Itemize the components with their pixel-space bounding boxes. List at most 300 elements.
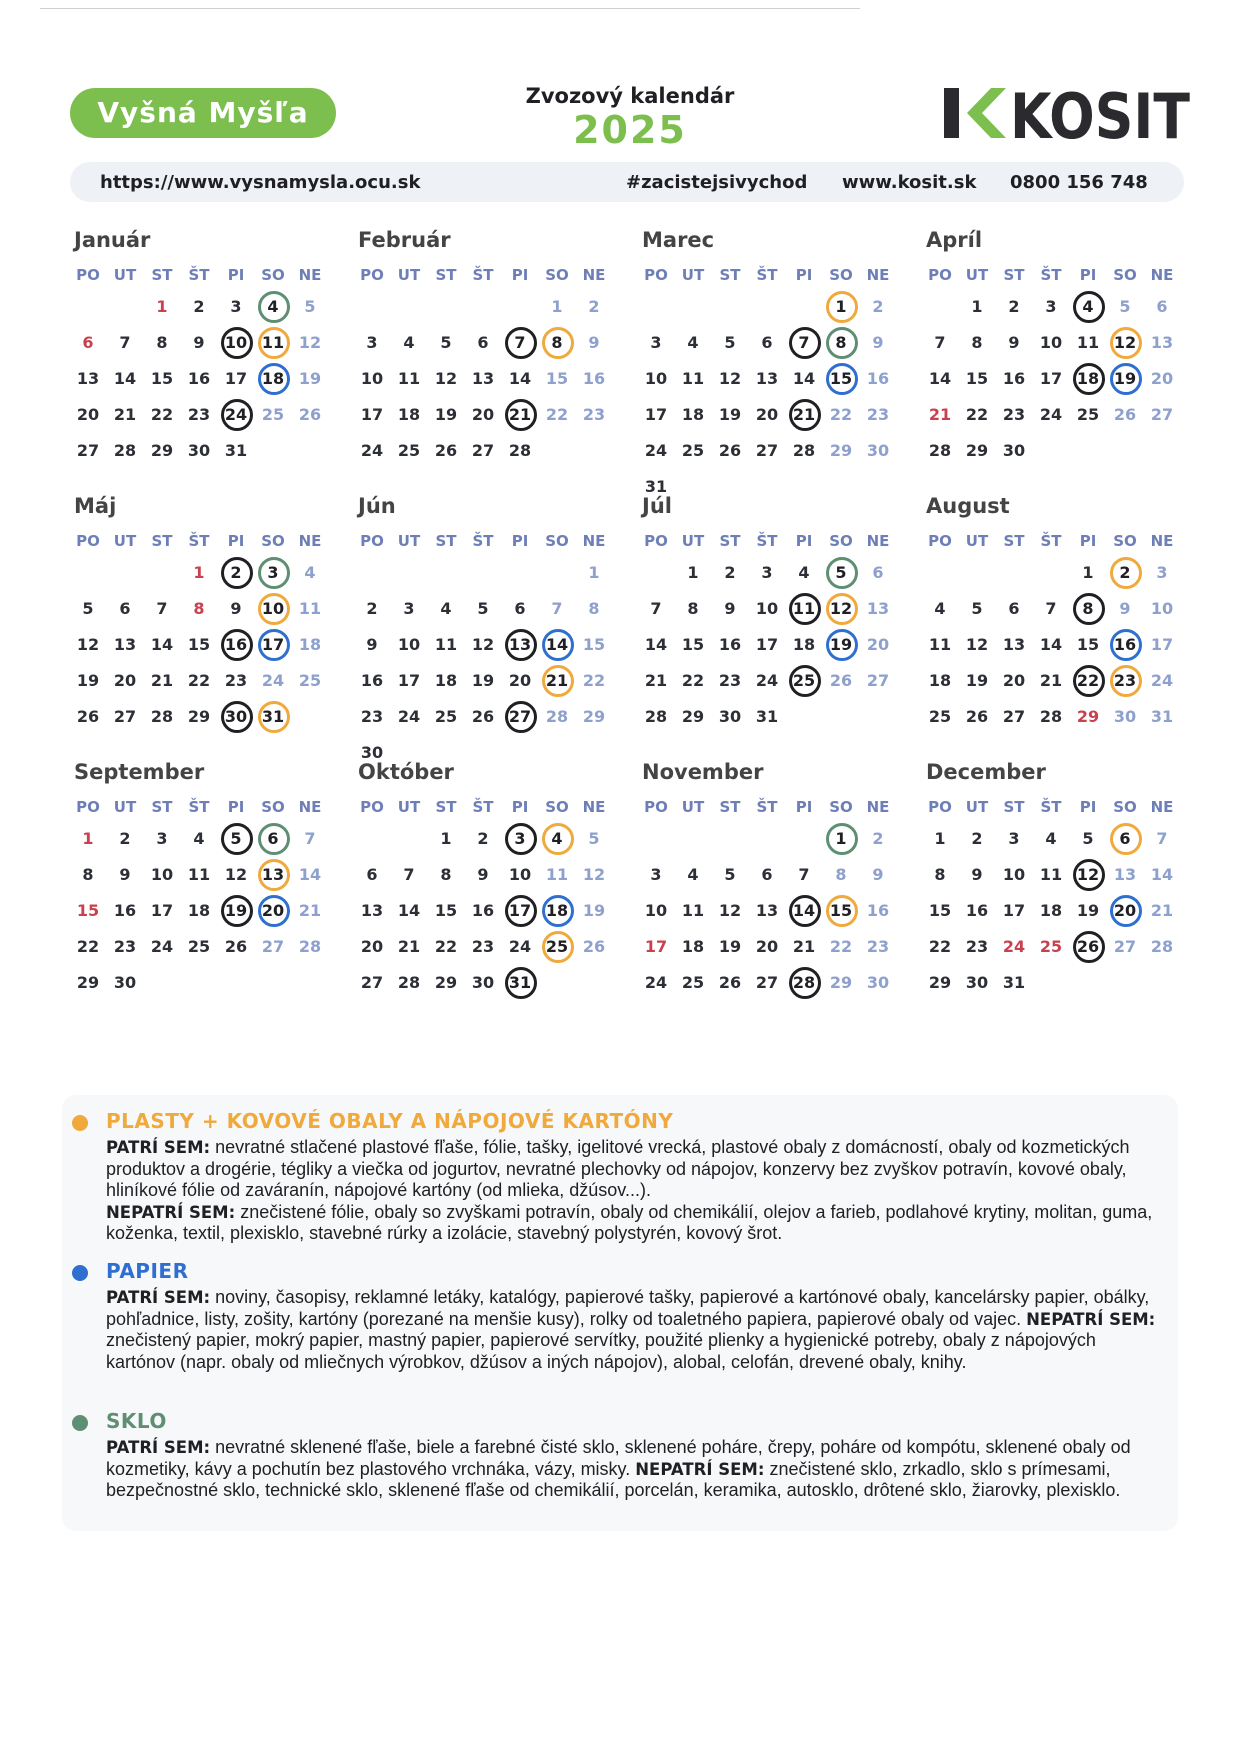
day-cell	[576, 558, 612, 588]
day-cell	[70, 702, 106, 732]
weekday-header: PO	[76, 266, 100, 284]
weekday-header: NE	[298, 798, 322, 816]
day-number: 31	[1002, 973, 1026, 992]
day-cell	[1070, 594, 1106, 624]
day-number: 5	[1082, 829, 1094, 848]
day-number: 6	[1008, 599, 1020, 618]
day-number: 28	[792, 441, 816, 460]
weekday-header: ŠT	[756, 266, 778, 284]
day-cell	[1107, 860, 1143, 890]
day-number: 9	[724, 599, 736, 618]
day-cell	[823, 364, 859, 394]
day-number: 29	[76, 973, 100, 992]
day-cell	[749, 594, 785, 624]
day-cell	[1033, 292, 1069, 322]
day-cell	[1107, 932, 1143, 962]
day-cell	[675, 558, 711, 588]
weekday-header: PO	[928, 266, 952, 284]
day-number: 27	[1002, 707, 1026, 726]
day-number: 16	[582, 369, 606, 388]
day-cell	[70, 932, 106, 962]
village-url-link[interactable]: https://www.vysnamysla.ocu.sk	[100, 172, 421, 193]
day-cell	[638, 364, 674, 394]
day-cell	[786, 860, 822, 890]
day-number: 23	[866, 937, 890, 956]
day-number: 12	[582, 865, 606, 884]
day-number: 18	[397, 405, 421, 424]
day-number: 26	[718, 973, 742, 992]
day-cell	[181, 436, 217, 466]
day-number: 24	[261, 671, 285, 690]
day-number: 28	[397, 973, 421, 992]
day-number: 5	[588, 829, 600, 848]
day-cell	[292, 630, 328, 660]
day-number: 13	[76, 369, 100, 388]
day-number: 6	[477, 333, 489, 352]
day-cell	[823, 400, 859, 430]
day-cell	[922, 860, 958, 890]
day-cell	[675, 436, 711, 466]
day-cell	[860, 968, 896, 998]
day-cell	[218, 558, 254, 588]
weekday-header: ŠT	[472, 532, 494, 550]
weekday-header: ST	[1003, 532, 1025, 550]
day-cell	[144, 932, 180, 962]
day-cell	[465, 896, 501, 926]
month-name: Január	[74, 228, 151, 252]
day-cell	[959, 364, 995, 394]
day-cell	[996, 436, 1032, 466]
plasty-pickup-ring-icon	[258, 701, 290, 733]
day-number: 13	[755, 369, 779, 388]
day-number: 9	[477, 865, 489, 884]
weekday-header: ST	[1003, 266, 1025, 284]
day-number: 30	[1002, 441, 1026, 460]
weekday-header: PI	[1079, 266, 1097, 284]
day-number: 19	[224, 901, 248, 920]
day-cell	[638, 968, 674, 998]
day-cell	[465, 860, 501, 890]
weekday-header: UT	[397, 266, 421, 284]
day-number: 11	[261, 333, 285, 352]
day-number: 12	[829, 599, 853, 618]
weekday-header: ŠT	[472, 798, 494, 816]
day-number: 31	[224, 441, 248, 460]
zmesovy-pickup-ring-icon	[505, 327, 537, 359]
weekday-header: UT	[681, 266, 705, 284]
day-cell	[292, 896, 328, 926]
day-number: 8	[440, 865, 452, 884]
day-number: 4	[551, 829, 563, 848]
weekday-header: ST	[151, 532, 173, 550]
day-number: 23	[1113, 671, 1137, 690]
day-cell	[391, 860, 427, 890]
weekday-header: NE	[582, 532, 606, 550]
weekday-header: PO	[644, 532, 668, 550]
day-number: 25	[187, 937, 211, 956]
day-number: 2	[1008, 297, 1020, 316]
day-number: 29	[928, 973, 952, 992]
day-number: 6	[872, 563, 884, 582]
day-number: 19	[1113, 369, 1137, 388]
day-cell	[107, 436, 143, 466]
day-cell	[860, 558, 896, 588]
day-number: 22	[150, 405, 174, 424]
day-cell	[1107, 364, 1143, 394]
day-number: 28	[792, 973, 816, 992]
day-cell	[1033, 932, 1069, 962]
papier-pickup-ring-icon	[258, 363, 290, 395]
day-number: 10	[1039, 333, 1063, 352]
day-number: 24	[150, 937, 174, 956]
day-cell	[1070, 558, 1106, 588]
weekday-header: ST	[719, 532, 741, 550]
day-cell	[539, 292, 575, 322]
day-number: 19	[434, 405, 458, 424]
day-number: 17	[224, 369, 248, 388]
day-cell	[1144, 824, 1180, 854]
day-number: 10	[150, 865, 174, 884]
day-number: 20	[1002, 671, 1026, 690]
day-cell	[749, 666, 785, 696]
weekday-header: ST	[435, 266, 457, 284]
zmesovy-pickup-ring-icon	[1073, 593, 1105, 625]
day-cell	[391, 968, 427, 998]
day-cell	[428, 968, 464, 998]
day-number: 22	[829, 405, 853, 424]
weekday-header: NE	[298, 532, 322, 550]
weekday-header: SO	[829, 798, 853, 816]
day-number: 16	[1002, 369, 1026, 388]
day-number: 4	[267, 297, 279, 316]
weekday-header: SO	[545, 532, 569, 550]
day-number: 24	[1150, 671, 1174, 690]
day-cell	[959, 932, 995, 962]
day-cell	[218, 666, 254, 696]
day-cell	[675, 860, 711, 890]
day-number: 1	[835, 297, 847, 316]
day-cell	[823, 630, 859, 660]
day-number: 4	[934, 599, 946, 618]
weekday-header: UT	[113, 532, 137, 550]
day-cell	[922, 968, 958, 998]
day-number: 21	[113, 405, 137, 424]
day-number: 6	[366, 865, 378, 884]
day-number: 25	[792, 671, 816, 690]
top-rule	[40, 8, 860, 9]
papier-pickup-ring-icon	[542, 895, 574, 927]
day-cell	[502, 896, 538, 926]
day-number: 21	[792, 937, 816, 956]
day-number: 9	[119, 865, 131, 884]
day-number: 23	[360, 707, 384, 726]
weekday-header: PI	[511, 266, 529, 284]
day-cell	[749, 558, 785, 588]
day-number: 28	[1150, 937, 1174, 956]
day-number: 5	[82, 599, 94, 618]
day-number: 7	[798, 333, 810, 352]
day-cell	[107, 364, 143, 394]
day-cell	[860, 328, 896, 358]
day-cell	[539, 594, 575, 624]
day-number: 10	[261, 599, 285, 618]
day-number: 1	[588, 563, 600, 582]
weekday-header: ŠT	[1040, 532, 1062, 550]
day-cell	[181, 896, 217, 926]
day-number: 8	[193, 599, 205, 618]
day-number: 18	[261, 369, 285, 388]
plasty-pickup-ring-icon	[826, 291, 858, 323]
day-cell	[1107, 666, 1143, 696]
day-number: 15	[681, 635, 705, 654]
day-cell	[255, 702, 291, 732]
day-cell	[70, 364, 106, 394]
zmesovy-pickup-ring-icon	[1073, 859, 1105, 891]
day-number: 19	[298, 369, 322, 388]
day-cell	[576, 292, 612, 322]
day-number: 8	[835, 333, 847, 352]
day-cell	[70, 400, 106, 430]
day-number: 12	[718, 369, 742, 388]
day-number: 19	[718, 937, 742, 956]
day-number: 8	[156, 333, 168, 352]
day-number: 7	[514, 333, 526, 352]
day-number: 25	[1039, 937, 1063, 956]
day-cell	[354, 932, 390, 962]
day-number: 19	[829, 635, 853, 654]
day-number: 20	[1150, 369, 1174, 388]
day-cell	[255, 932, 291, 962]
month-name: December	[926, 760, 1046, 784]
day-cell	[107, 702, 143, 732]
day-cell	[1107, 292, 1143, 322]
day-number: 21	[397, 937, 421, 956]
weekday-header: NE	[1150, 532, 1174, 550]
day-number: 15	[829, 369, 853, 388]
day-number: 20	[113, 671, 137, 690]
day-cell	[391, 932, 427, 962]
day-number: 24	[1002, 937, 1026, 956]
day-number: 26	[224, 937, 248, 956]
day-number: 20	[755, 405, 779, 424]
day-number: 5	[477, 599, 489, 618]
day-cell	[959, 702, 995, 732]
day-number: 13	[471, 369, 495, 388]
company-url-link[interactable]: www.kosit.sk	[842, 172, 977, 193]
day-number: 15	[965, 369, 989, 388]
day-cell	[638, 860, 674, 890]
day-number: 16	[866, 901, 890, 920]
weekday-header: UT	[681, 798, 705, 816]
zmesovy-pickup-ring-icon	[789, 327, 821, 359]
day-cell	[996, 860, 1032, 890]
day-cell	[428, 328, 464, 358]
day-cell	[70, 968, 106, 998]
weekday-header: UT	[681, 532, 705, 550]
day-cell	[675, 968, 711, 998]
day-number: 8	[551, 333, 563, 352]
weekday-header: PO	[360, 798, 384, 816]
day-number: 5	[724, 333, 736, 352]
plasty-dot-icon	[72, 1115, 88, 1131]
day-cell	[218, 328, 254, 358]
day-cell	[749, 364, 785, 394]
weekday-header: PO	[928, 798, 952, 816]
zmesovy-pickup-ring-icon	[505, 701, 537, 733]
month-name: Október	[358, 760, 454, 784]
day-cell	[786, 896, 822, 926]
papier-pickup-ring-icon	[1110, 363, 1142, 395]
day-number: 31	[261, 707, 285, 726]
day-cell	[144, 702, 180, 732]
day-number: 14	[644, 635, 668, 654]
day-cell	[391, 896, 427, 926]
month-name: Apríl	[926, 228, 983, 252]
day-number: 29	[829, 973, 853, 992]
day-number: 2	[588, 297, 600, 316]
day-number: 26	[434, 441, 458, 460]
day-number: 14	[792, 369, 816, 388]
day-number: 18	[928, 671, 952, 690]
day-number: 8	[934, 865, 946, 884]
day-number: 26	[76, 707, 100, 726]
day-cell	[922, 630, 958, 660]
day-number: 9	[230, 599, 242, 618]
day-number: 26	[1076, 937, 1100, 956]
day-cell	[860, 896, 896, 926]
zmesovy-pickup-ring-icon	[221, 629, 253, 661]
day-cell	[465, 968, 501, 998]
day-cell	[749, 968, 785, 998]
day-cell	[539, 400, 575, 430]
day-number: 1	[1082, 563, 1094, 582]
day-cell	[959, 292, 995, 322]
day-number: 8	[1082, 599, 1094, 618]
day-number: 26	[965, 707, 989, 726]
hashtag: #zacistejsivychod	[626, 172, 808, 193]
day-number: 15	[582, 635, 606, 654]
day-cell	[107, 328, 143, 358]
day-cell	[181, 400, 217, 430]
day-number: 29	[1076, 707, 1100, 726]
day-number: 16	[187, 369, 211, 388]
weekday-header: PO	[360, 532, 384, 550]
day-number: 23	[866, 405, 890, 424]
day-number: 6	[1156, 297, 1168, 316]
plasty-pickup-ring-icon	[826, 895, 858, 927]
day-number: 2	[724, 563, 736, 582]
day-cell	[1144, 860, 1180, 890]
kosit-logo-text: KOSIT	[1010, 80, 1190, 153]
legend-title-papier: PAPIER	[106, 1259, 189, 1283]
day-cell	[1144, 594, 1180, 624]
day-cell	[749, 436, 785, 466]
day-cell	[218, 436, 254, 466]
day-number: 14	[113, 369, 137, 388]
day-cell	[1070, 364, 1106, 394]
day-number: 30	[471, 973, 495, 992]
day-cell	[354, 968, 390, 998]
day-cell	[107, 824, 143, 854]
day-cell	[502, 824, 538, 854]
day-cell	[144, 630, 180, 660]
day-cell	[712, 328, 748, 358]
day-number: 30	[113, 973, 137, 992]
day-number: 18	[187, 901, 211, 920]
weekday-header: PI	[227, 798, 245, 816]
day-cell	[1144, 328, 1180, 358]
day-number: 11	[187, 865, 211, 884]
day-number: 16	[1113, 635, 1137, 654]
day-cell	[144, 364, 180, 394]
day-number: 26	[582, 937, 606, 956]
day-cell	[465, 400, 501, 430]
day-number: 19	[471, 671, 495, 690]
day-cell	[922, 328, 958, 358]
day-cell	[922, 824, 958, 854]
day-cell	[712, 860, 748, 890]
day-cell	[922, 932, 958, 962]
day-number: 1	[156, 297, 168, 316]
day-cell	[675, 400, 711, 430]
weekday-header: SO	[829, 532, 853, 550]
day-number: 6	[761, 865, 773, 884]
weekday-header: SO	[1113, 266, 1137, 284]
day-number: 21	[1150, 901, 1174, 920]
day-cell	[1144, 292, 1180, 322]
day-number: 29	[681, 707, 705, 726]
day-cell	[996, 594, 1032, 624]
day-cell	[996, 364, 1032, 394]
zmesovy-pickup-ring-icon	[1073, 665, 1105, 697]
day-cell	[502, 666, 538, 696]
day-cell	[144, 824, 180, 854]
day-number: 21	[928, 405, 952, 424]
day-number: 8	[82, 865, 94, 884]
day-cell	[638, 328, 674, 358]
day-cell	[823, 968, 859, 998]
day-cell	[922, 666, 958, 696]
plasty-pickup-ring-icon	[1110, 665, 1142, 697]
day-cell	[144, 328, 180, 358]
day-cell	[1144, 896, 1180, 926]
day-number: 12	[718, 901, 742, 920]
day-number: 20	[261, 901, 285, 920]
day-cell	[860, 666, 896, 696]
day-cell	[465, 824, 501, 854]
day-number: 11	[298, 599, 322, 618]
plasty-pickup-ring-icon	[258, 593, 290, 625]
day-cell	[786, 328, 822, 358]
weekday-header: NE	[298, 266, 322, 284]
day-number: 11	[1039, 865, 1063, 884]
day-number: 28	[298, 937, 322, 956]
day-number: 28	[545, 707, 569, 726]
day-number: 13	[1002, 635, 1026, 654]
day-cell	[922, 896, 958, 926]
day-cell	[922, 436, 958, 466]
info-bar	[70, 162, 1184, 202]
day-cell	[539, 860, 575, 890]
day-number: 15	[434, 901, 458, 920]
day-cell	[922, 364, 958, 394]
day-cell	[70, 860, 106, 890]
day-number: 14	[298, 865, 322, 884]
month-name: Marec	[642, 228, 715, 252]
day-number: 21	[545, 671, 569, 690]
weekday-header: PI	[511, 798, 529, 816]
day-number: 25	[261, 405, 285, 424]
